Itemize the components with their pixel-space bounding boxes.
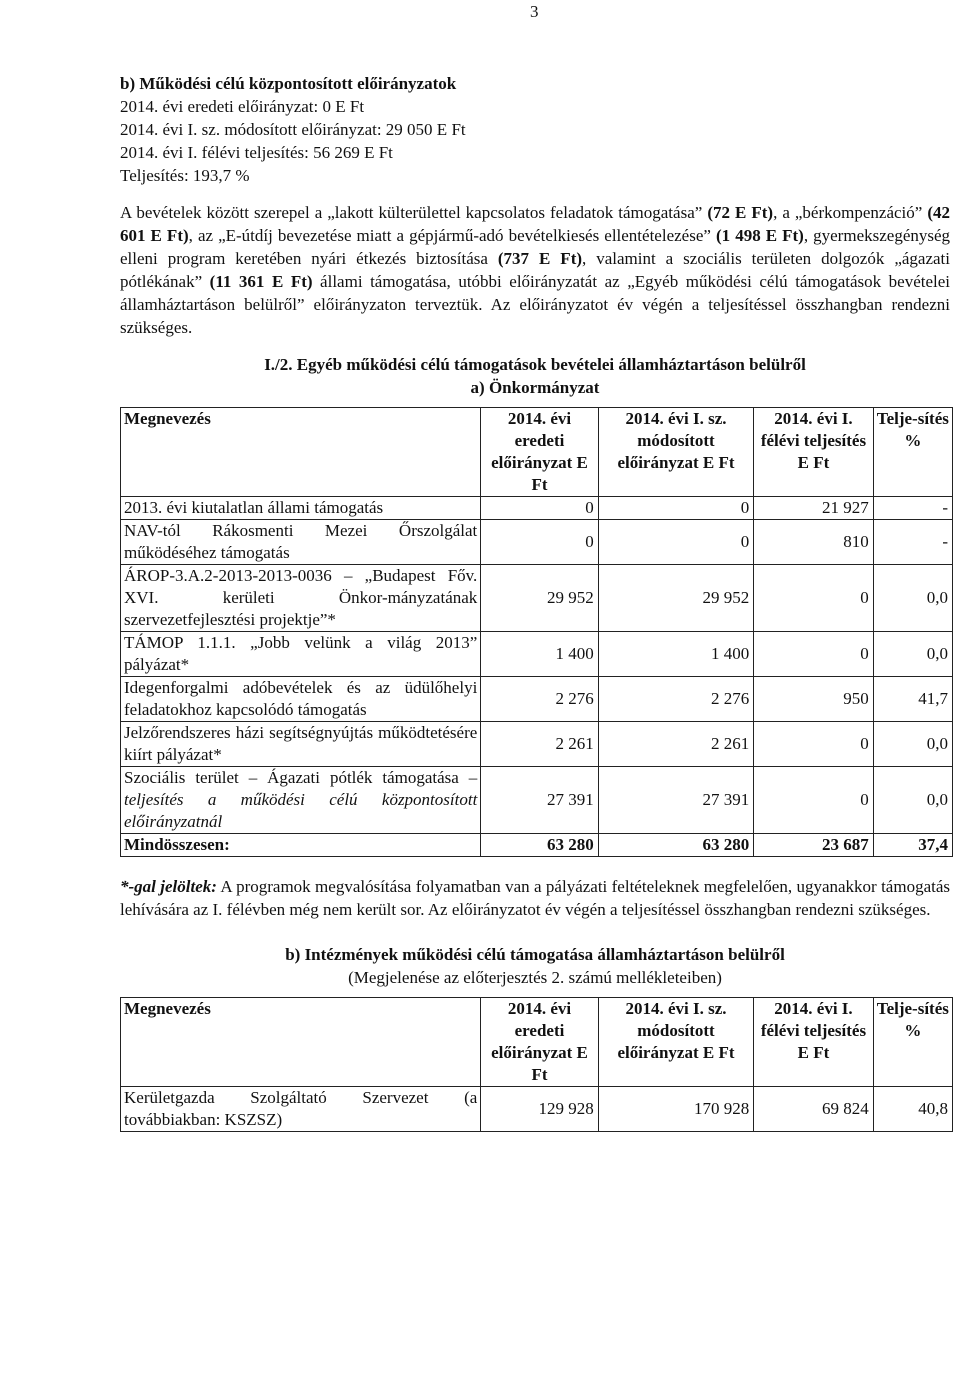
cell-value: 63 280 bbox=[481, 834, 598, 857]
section-b2-title: b) Intézmények működési célú támogatása államháztartáson belülről bbox=[285, 945, 785, 964]
col-header: Megnevezés bbox=[121, 998, 481, 1087]
section-b2-subtitle: (Megjelenése az előterjesztés 2. számú mellékleteiben) bbox=[348, 968, 722, 987]
row-name-text: Szociális terület – Ágazati pótlék támogatása – bbox=[124, 768, 478, 787]
paragraph-text: , gyermekszegénység elleni program keretében nyári étkezés biztosítása bbox=[120, 226, 951, 268]
cell-value: 0,0 bbox=[873, 722, 952, 767]
footnote-text: A programok megvalósítása folyamatban van a pályázati feltételeknek megfelelően, ugyanakkor támogatás lehívására az I. félévben még nem került sor. Az előirányzatot év végén a teljesítéssel összhangban rendezni szükséges. bbox=[120, 877, 950, 919]
section-b-line: Teljesítés: 193,7 % bbox=[120, 166, 250, 185]
cell-value: 0 bbox=[598, 497, 754, 520]
row-name: Kerületgazda Szolgáltató Szervezet (a továbbiakban: KSZSZ) bbox=[121, 1087, 481, 1132]
cell-value: 1 400 bbox=[598, 632, 754, 677]
paragraph-text: , az „E-útdíj bevezetése miatt a gépjármű-adó bevételkiesés ellentételezése” bbox=[188, 226, 711, 245]
col-header: 2014. évi I. félévi teljesítés E Ft bbox=[754, 408, 873, 497]
paragraph-text: állami támogatása, utóbbi előirányzatát az „Egyéb működési célú támogatások bevételei államháztartáson belülről” előirányzaton terveztük. Az előirányzatot év végén a teljesítéssel összhangban rendezni szükséges. bbox=[120, 272, 950, 337]
cell-value: 0,0 bbox=[873, 632, 952, 677]
table-row bbox=[121, 632, 953, 677]
col-header: Telje-sítés % bbox=[873, 998, 952, 1087]
cell-value: 2 261 bbox=[481, 722, 598, 767]
cell-value: 0 bbox=[598, 520, 754, 565]
table-row bbox=[121, 722, 953, 767]
cell-value: 0 bbox=[481, 520, 598, 565]
col-header: 2014. évi eredeti előirányzat E Ft bbox=[481, 408, 598, 497]
paragraph-amount: (72 E Ft) bbox=[707, 203, 774, 222]
table-intezmenyek bbox=[120, 997, 953, 1132]
section-b-line: 2014. évi eredeti előirányzat: 0 E Ft bbox=[120, 97, 365, 116]
cell-value: 129 928 bbox=[481, 1087, 598, 1132]
document-body bbox=[120, 72, 950, 1132]
table-row bbox=[121, 497, 953, 520]
row-name: ÁROP-3.A.2-2013-2013-0036 – „Budapest Főv. XVI. kerületi Önkor-mányzatának szervezetfejlesztési projektje”* bbox=[121, 565, 481, 632]
cell-value: 2 276 bbox=[598, 677, 754, 722]
paragraph-amount: (737 E Ft) bbox=[497, 249, 583, 268]
table-row bbox=[121, 520, 953, 565]
cell-value: 0 bbox=[754, 722, 873, 767]
cell-value: 170 928 bbox=[598, 1087, 754, 1132]
cell-value: 37,4 bbox=[873, 834, 952, 857]
row-name: TÁMOP 1.1.1. „Jobb velünk a világ 2013” pályázat* bbox=[121, 632, 481, 677]
row-name: Idegenforgalmi adóbevételek és az üdülőhelyi feladatokhoz kapcsolódó támogatás bbox=[121, 677, 481, 722]
row-name: 2013. évi kiutalatlan állami támogatás bbox=[121, 497, 481, 520]
paragraph-amount: (42 601 E Ft) bbox=[120, 203, 950, 245]
row-name: Mindösszesen: bbox=[121, 834, 481, 857]
cell-value: 0 bbox=[754, 632, 873, 677]
table-row bbox=[121, 565, 953, 632]
table-total-row bbox=[121, 834, 953, 857]
section-b-line: 2014. évi I. sz. módosított előirányzat: 29 050 E Ft bbox=[120, 120, 466, 139]
paragraph-text: A bevételek között szerepel a „lakott külterülettel kapcsolatos feladatok támogatása” bbox=[120, 203, 703, 222]
row-name: Jelzőrendszeres házi segítségnyújtás működtetésére kiírt pályázat* bbox=[121, 722, 481, 767]
col-header: 2014. évi I. sz. módosított előirányzat E Ft bbox=[598, 408, 754, 497]
cell-value: 0 bbox=[754, 767, 873, 834]
cell-value: 27 391 bbox=[598, 767, 754, 834]
page-number: 3 bbox=[530, 2, 539, 21]
cell-value: 0,0 bbox=[873, 767, 952, 834]
cell-value: 27 391 bbox=[481, 767, 598, 834]
cell-value: - bbox=[873, 497, 952, 520]
section-b-line: 2014. évi I. félévi teljesítés: 56 269 E Ft bbox=[120, 143, 393, 162]
section-b-title: b) Működési célú központosított előirányzatok bbox=[120, 74, 457, 93]
cell-value: 1 400 bbox=[481, 632, 598, 677]
table-row bbox=[121, 767, 953, 834]
paragraph-amount: (1 498 E Ft) bbox=[715, 226, 804, 245]
row-name-italic: teljesítés a működési célú központosított előirányzatnál bbox=[124, 790, 478, 831]
footnote bbox=[120, 875, 950, 921]
cell-value: 63 280 bbox=[598, 834, 754, 857]
cell-value: 0,0 bbox=[873, 565, 952, 632]
table-onkormanyzat bbox=[120, 407, 953, 857]
paragraph-text: , a „bérkompenzáció” bbox=[773, 203, 923, 222]
cell-value: - bbox=[873, 520, 952, 565]
table-row bbox=[121, 1087, 953, 1132]
cell-value: 29 952 bbox=[481, 565, 598, 632]
revenue-paragraph bbox=[120, 201, 950, 339]
row-name: NAV-tól Rákosmenti Mezei Őrszolgálat működéséhez támogatás bbox=[121, 520, 481, 565]
cell-value: 2 261 bbox=[598, 722, 754, 767]
cell-value: 950 bbox=[754, 677, 873, 722]
col-header: 2014. évi eredeti előirányzat E Ft bbox=[481, 998, 598, 1087]
row-name bbox=[121, 767, 481, 834]
cell-value: 29 952 bbox=[598, 565, 754, 632]
cell-value: 21 927 bbox=[754, 497, 873, 520]
col-header: 2014. évi I. sz. módosított előirányzat E Ft bbox=[598, 998, 754, 1087]
section-i2-subtitle: a) Önkormányzat bbox=[470, 378, 600, 397]
cell-value: 41,7 bbox=[873, 677, 952, 722]
col-header: Megnevezés bbox=[121, 408, 481, 497]
table-header-row bbox=[121, 998, 953, 1087]
cell-value: 0 bbox=[754, 565, 873, 632]
col-header: 2014. évi I. félévi teljesítés E Ft bbox=[754, 998, 873, 1087]
cell-value: 40,8 bbox=[873, 1087, 952, 1132]
table-row bbox=[121, 677, 953, 722]
col-header: Telje-sítés % bbox=[873, 408, 952, 497]
cell-value: 810 bbox=[754, 520, 873, 565]
paragraph-text: , valamint a szociális területen dolgozók „ágazati pótlékának” bbox=[120, 249, 950, 291]
paragraph-amount: (11 361 E Ft) bbox=[209, 272, 313, 291]
section-i2-title: I./2. Egyéb működési célú támogatások bevételei államháztartáson belülről bbox=[264, 355, 806, 374]
cell-value: 23 687 bbox=[754, 834, 873, 857]
cell-value: 0 bbox=[481, 497, 598, 520]
section-b2-header bbox=[120, 943, 950, 989]
cell-value: 2 276 bbox=[481, 677, 598, 722]
footnote-label: *-gal jelöltek: bbox=[120, 877, 217, 896]
table-header-row bbox=[121, 408, 953, 497]
cell-value: 69 824 bbox=[754, 1087, 873, 1132]
